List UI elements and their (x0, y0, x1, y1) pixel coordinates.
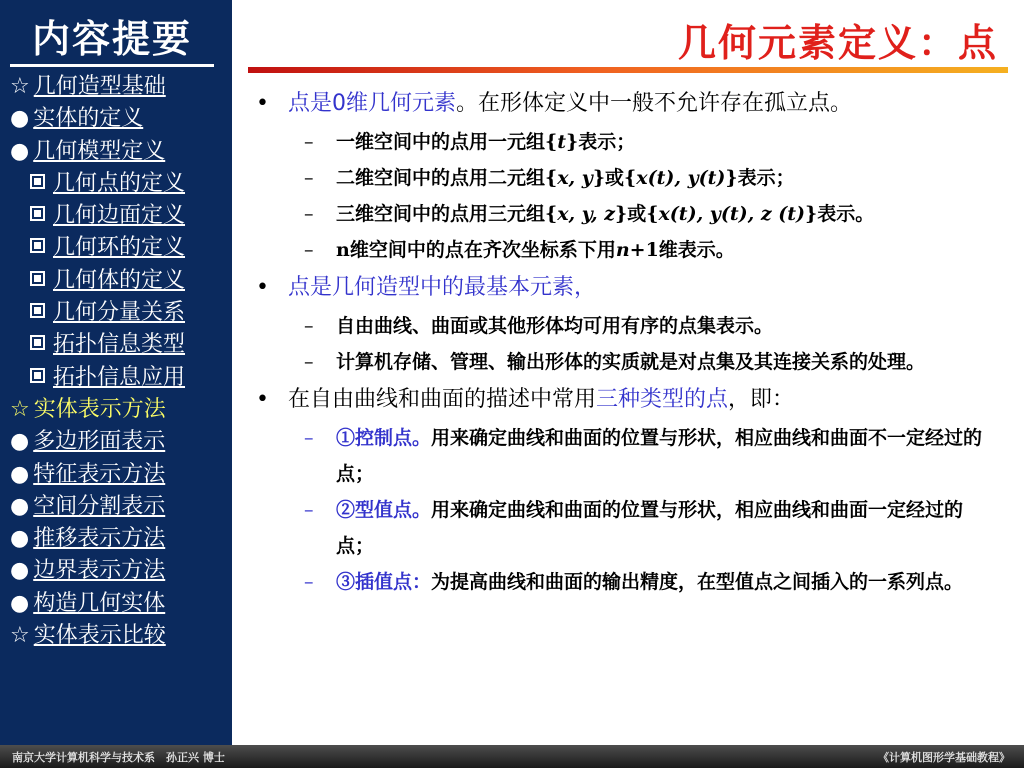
sidebar-item-label: 几何点的定义 (53, 170, 186, 196)
sidebar-item-8[interactable] (10, 329, 185, 361)
slide-content (252, 88, 997, 600)
term-interpolation-point: ③插值点： (336, 571, 432, 593)
sidebar-item-1[interactable] (10, 103, 185, 135)
square-bullet-icon (30, 303, 45, 318)
star-icon: ☆ (10, 396, 30, 422)
math-xyz: x, y, z (557, 203, 616, 225)
circle-bullet-icon: ● (10, 138, 30, 164)
slide-title: 几何元素定义：点 (677, 21, 998, 65)
sidebar-title: 内容提要 (32, 17, 193, 61)
math-xy: x, y (557, 167, 593, 189)
circle-bullet-icon: ● (10, 461, 30, 487)
sidebar-item-13[interactable] (10, 491, 185, 523)
bullet-highlight: 点是几何造型中的最基本元素， (288, 275, 597, 300)
sidebar-item-15[interactable] (10, 555, 185, 587)
dash-icon: – (304, 239, 314, 261)
text: }或{ (592, 167, 637, 189)
sidebar-item-2[interactable] (10, 136, 185, 168)
sidebar-item-6[interactable] (10, 265, 185, 297)
term-control-point: ①控制点。 (336, 427, 432, 449)
math-xtytzt: x(t), y(t), z (t) (658, 203, 805, 225)
circle-bullet-icon: ● (10, 526, 30, 552)
text: +1维表示。 (629, 239, 735, 261)
footer-author: 南京大学计算机科学与技术系 孙正兴 博士 (12, 751, 225, 764)
text: ，即： (728, 387, 795, 412)
sidebar-item-label: 多边形面表示 (33, 429, 166, 455)
text: 一维空间中的点用一元组{ (336, 131, 558, 153)
text: 为提高曲线和曲面的输出精度，在型值点之间插入的一系列点。 (431, 571, 964, 593)
sub-item-data-point (252, 492, 997, 564)
square-bullet-icon (30, 335, 45, 350)
square-bullet-icon (30, 271, 45, 286)
square-bullet-icon (30, 206, 45, 221)
square-bullet-icon (30, 368, 45, 383)
footer-book-title: 《计算机图形学基础教程》 (878, 751, 1010, 764)
math-xtyt: x(t), y(t) (636, 167, 726, 189)
sidebar-divider (10, 64, 214, 67)
circle-bullet-icon: ● (10, 590, 30, 616)
bullet-dot-icon: • (256, 91, 269, 116)
circle-bullet-icon: ● (10, 493, 30, 519)
sidebar-item-14[interactable] (10, 523, 185, 555)
text: 在自由曲线和曲面的描述中常用 (288, 387, 597, 412)
sidebar (0, 0, 232, 745)
sidebar-item-label: 构造几何实体 (33, 590, 166, 616)
dash-icon: – (304, 315, 314, 337)
sidebar-item-label: 边界表示方法 (33, 558, 166, 584)
sidebar-item-11[interactable] (10, 426, 185, 458)
sidebar-item-17[interactable] (10, 620, 185, 652)
sidebar-item-label: 几何体的定义 (53, 267, 186, 293)
square-bullet-icon (30, 174, 45, 189)
circle-bullet-icon: ● (10, 558, 30, 584)
sub-item-2d-point (252, 160, 997, 196)
circle-bullet-icon: ● (10, 106, 30, 132)
sidebar-nav (10, 71, 185, 652)
dash-icon: – (304, 351, 314, 373)
title-underline-bar (248, 67, 1008, 73)
text: 计算机存储、管理、输出形体的实质就是对点集及其连接关系的处理。 (336, 351, 926, 373)
sidebar-item-label: 实体表示方法 (33, 396, 166, 422)
star-icon: ☆ (10, 74, 30, 99)
math-n: n (615, 239, 630, 261)
sidebar-item-label: 实体的定义 (33, 106, 144, 132)
text: 自由曲线、曲面或其他形体均可用有序的点集表示。 (336, 315, 774, 337)
sidebar-item-label: 几何环的定义 (53, 235, 186, 261)
text: 二维空间中的点用二元组{ (336, 167, 558, 189)
dash-icon: – (304, 203, 314, 225)
bullet-dot-icon: • (256, 275, 269, 300)
sub-item-interpolation-point (252, 564, 997, 600)
text: }表示； (566, 131, 636, 153)
bullet-point-three-types (252, 384, 997, 416)
sidebar-item-3[interactable] (10, 168, 185, 200)
sub-item-1d-point (252, 124, 997, 160)
sidebar-item-4[interactable] (10, 200, 185, 232)
bullet-point-definition (252, 88, 997, 120)
star-icon: ☆ (10, 623, 30, 649)
dash-icon: – (304, 427, 314, 449)
sidebar-item-label: 拓扑信息应用 (53, 364, 186, 390)
sub-item-nd-point (252, 232, 997, 268)
bullet-dot-icon: • (256, 387, 269, 412)
sub-item-control-point (252, 420, 997, 492)
term-data-point: ②型值点。 (336, 499, 432, 521)
sidebar-item-label: 几何分量关系 (53, 300, 186, 326)
sidebar-item-5[interactable] (10, 232, 185, 264)
bullet-highlight: 三种类型的点 (596, 387, 729, 412)
dash-icon: – (304, 571, 314, 593)
text: }表示； (725, 167, 795, 189)
sub-item-point-set (252, 308, 997, 344)
bullet-highlight: 点是0维几何元素 (288, 91, 456, 116)
text: 三维空间中的点用三元组{ (336, 203, 558, 225)
sidebar-item-7[interactable] (10, 297, 185, 329)
dash-icon: – (304, 131, 314, 153)
sidebar-item-label: 几何造型基础 (33, 74, 166, 99)
text: 用来确定曲线和曲面的位置与形状，相应曲线和曲面不一定经过的点； (336, 427, 983, 485)
text: n维空间中的点在齐次坐标系下用 (336, 239, 616, 261)
sidebar-item-label: 推移表示方法 (33, 526, 166, 552)
square-bullet-icon (30, 238, 45, 253)
sidebar-item-label: 几何模型定义 (33, 138, 166, 164)
dash-icon: – (304, 167, 314, 189)
text: }或{ (615, 203, 659, 225)
bullet-text: 。在形体定义中一般不允许存在孤立点。 (456, 91, 853, 116)
sidebar-item-label: 几何边面定义 (53, 203, 186, 229)
sidebar-item-label: 特征表示方法 (33, 461, 166, 487)
sidebar-item-label: 实体表示比较 (33, 623, 166, 649)
bullet-point-basic-element (252, 272, 997, 304)
sub-item-3d-point (252, 196, 997, 232)
sidebar-item-16[interactable] (10, 588, 185, 620)
text: }表示。 (804, 203, 875, 225)
sidebar-item-label: 拓扑信息类型 (53, 332, 186, 358)
sidebar-item-9[interactable] (10, 362, 185, 394)
sidebar-item-label: 空间分割表示 (33, 493, 166, 519)
circle-bullet-icon: ● (10, 429, 30, 455)
math-t: t (557, 131, 567, 153)
text: 用来确定曲线和曲面的位置与形状，相应曲线和曲面一定经过的点； (336, 499, 964, 557)
sub-item-storage (252, 344, 997, 380)
sidebar-item-12[interactable] (10, 459, 185, 491)
sidebar-item-0[interactable] (10, 71, 185, 103)
dash-icon: – (304, 499, 314, 521)
sidebar-item-10[interactable] (10, 394, 185, 426)
footer-bar (0, 745, 1024, 768)
